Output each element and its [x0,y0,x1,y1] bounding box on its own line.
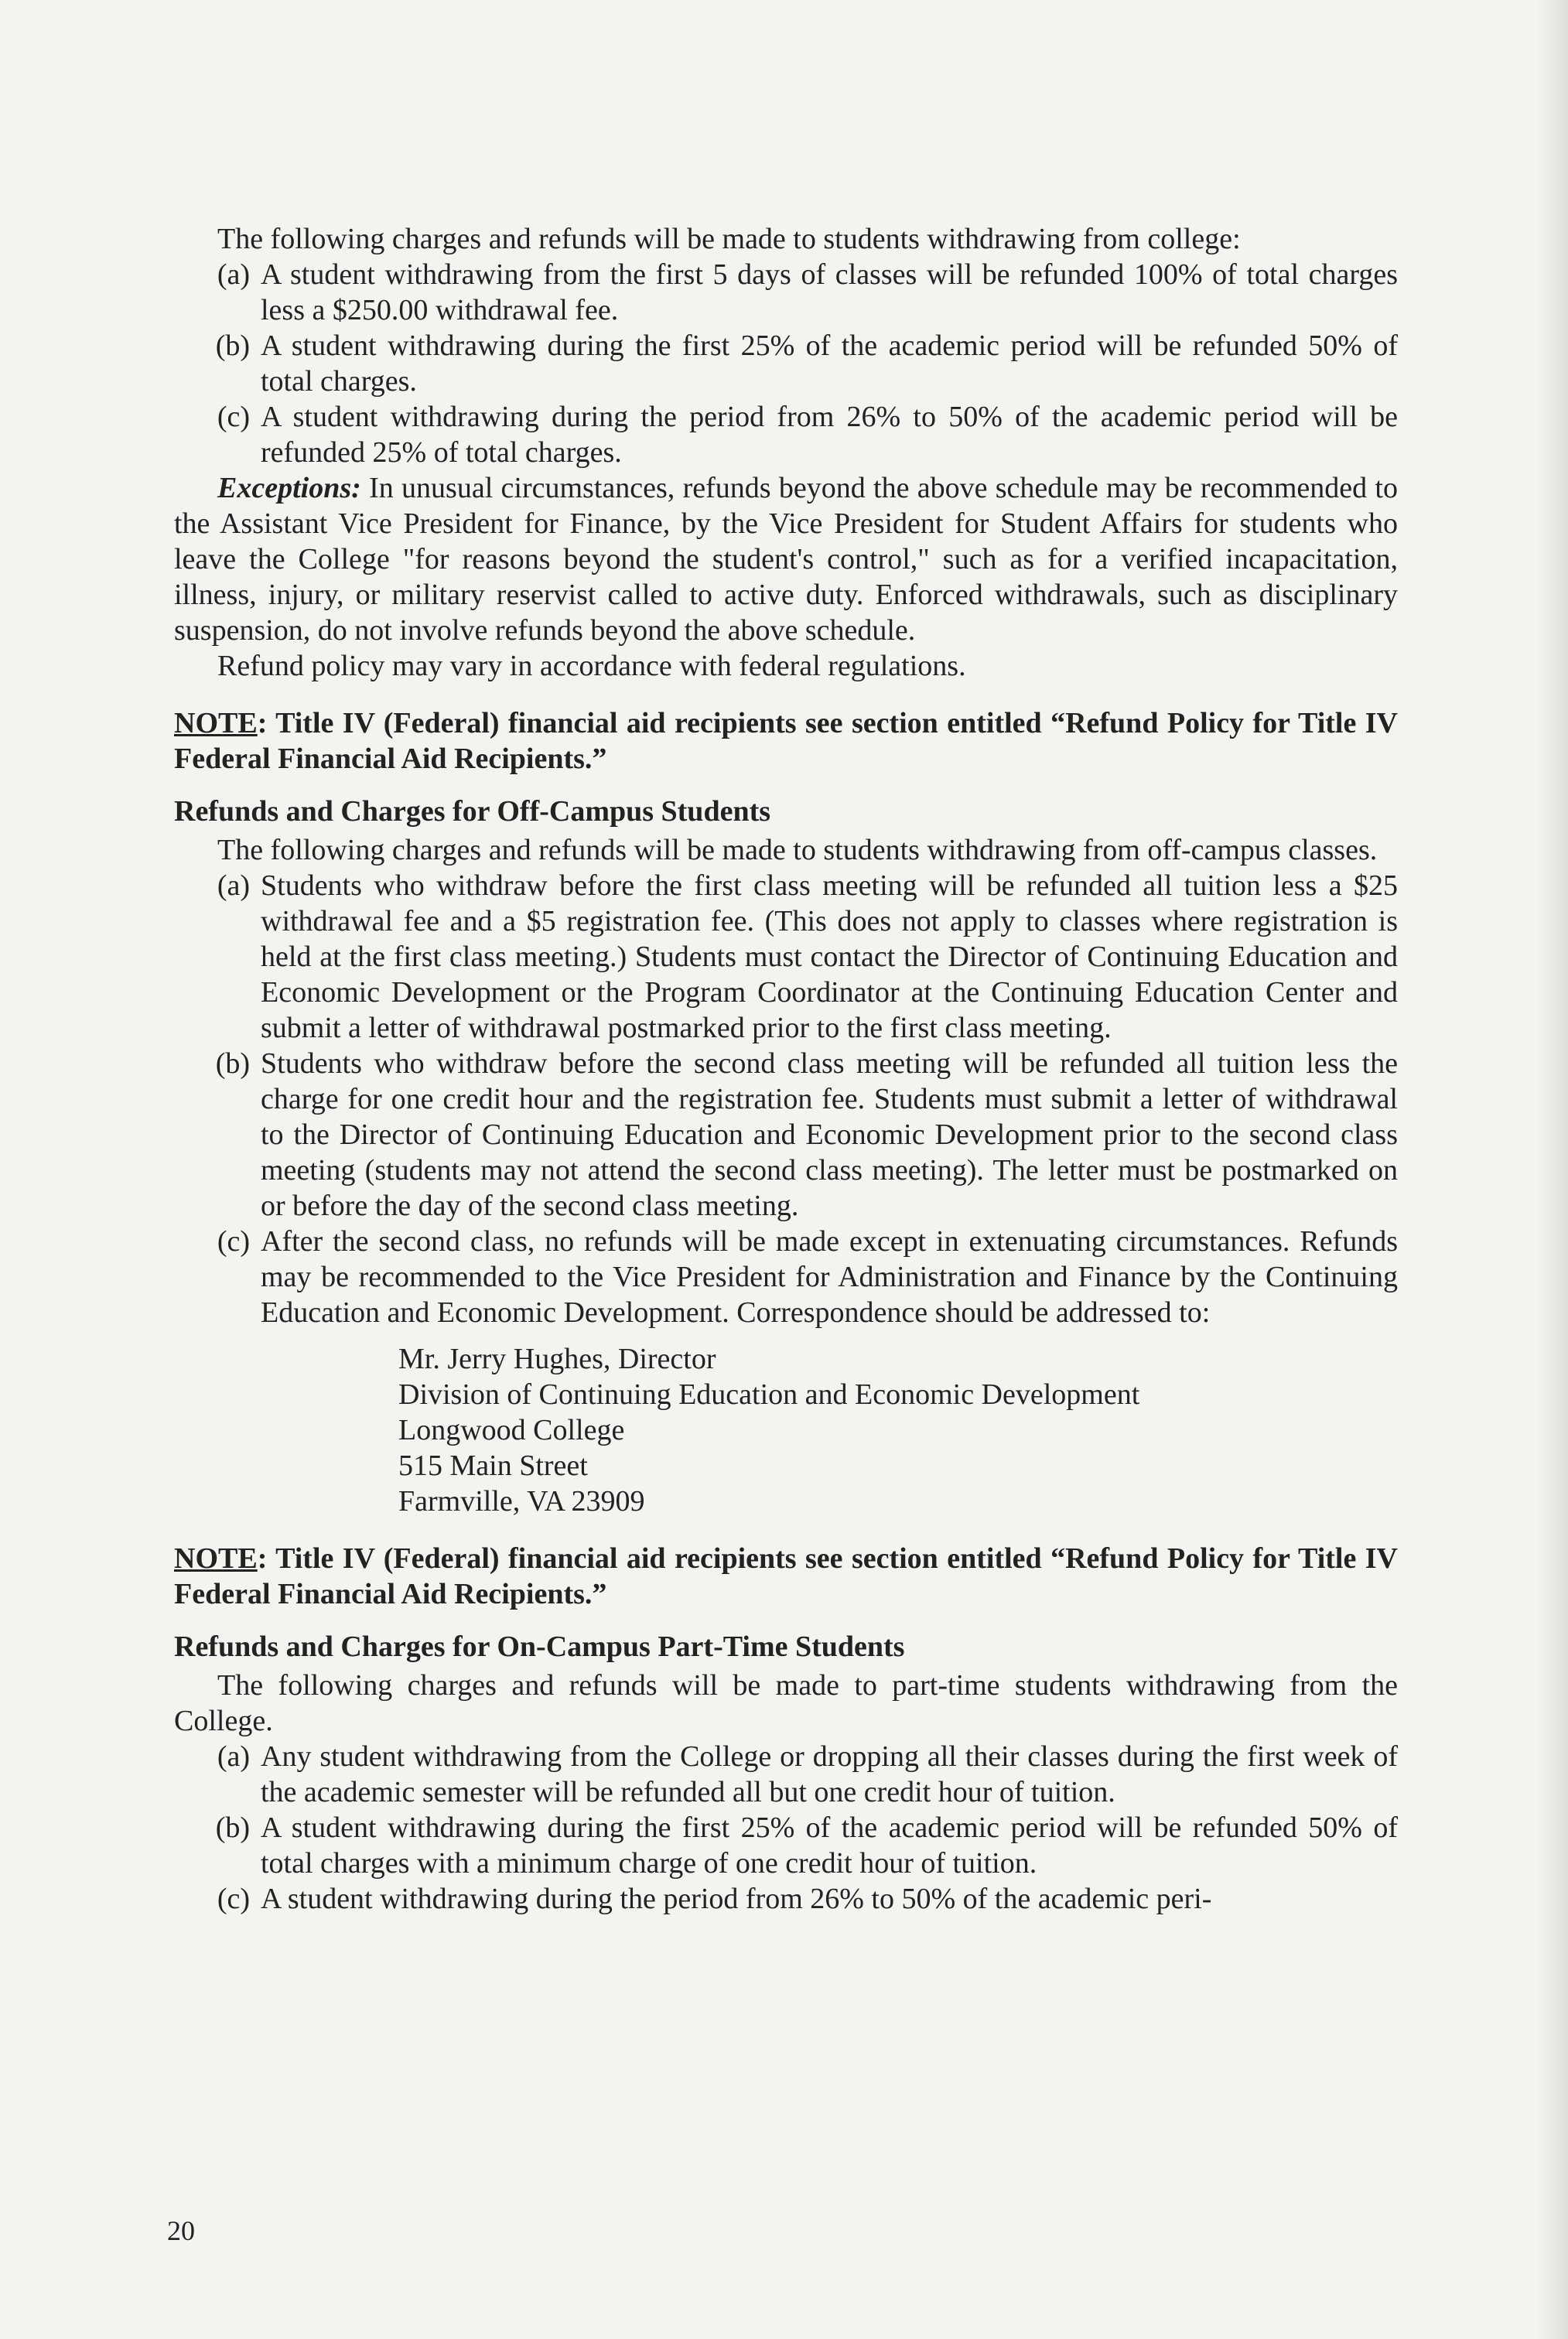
item-label: (c) [217,1883,250,1915]
address-line: 515 Main Street [398,1449,588,1482]
list-item [174,257,1398,328]
page-number: 20 [167,2215,195,2246]
address-line: Mr. Jerry Hughes, Director [398,1343,716,1375]
offcampus-heading: Refunds and Charges for Off-Campus Students [174,795,771,828]
list-item [174,1810,1398,1881]
exceptions-text: In unusual circumstances, refunds beyond the above schedule may be recommended to the Assistant Vice President for Finance, by the Vice President for Student Affairs for students who leave the College "for reasons beyond the student's control," such as for a verified incapacitation, illness, injury, or military reservist called to active duty. Enforced withdrawals, such as disciplinary suspension, do not involve refunds beyond the above schedule. [174,472,1398,647]
address-line: Farmville, VA 23909 [398,1485,645,1518]
item-text: Students who withdraw before the first class meeting will be refunded all tuition less a $25 withdrawal fee and a $5 registration fee. (This does not apply to classes where registration is held at the first class meeting.) Students must contact the Director of Continuing Education and Economic Development or the Program Coordinator at the Continuing Education Center and submit a letter of withdrawal postmarked prior to the first class meeting. [261,869,1398,1044]
item-label: (b) [215,330,250,362]
document-page [174,221,1398,1917]
list-item [174,328,1398,399]
intro-paragraph: The following charges and refunds will be made to students withdrawing from college: [217,223,1241,255]
exceptions-paragraph [174,470,1398,648]
list-item [174,1046,1398,1224]
item-text: A student withdrawing during the first 25% of the academic period will be refunded 50% of total charges. [261,330,1398,398]
note-paragraph [174,1541,1398,1612]
note-text: : Title IV (Federal) financial aid recipients see section entitled “Refund Policy for Title IV Federal Financial Aid Recipients.” [174,707,1398,775]
exceptions-label: Exceptions: [217,472,361,504]
mailing-address [398,1341,1398,1519]
oncampus-list [174,1739,1398,1917]
address-line: Division of Continuing Education and Economic Development [398,1378,1140,1411]
item-label: (a) [217,1740,250,1773]
note-paragraph [174,705,1398,777]
item-text: A student withdrawing during the period from 26% to 50% of the academic peri- [261,1883,1212,1915]
note-text: : Title IV (Federal) financial aid recipients see section entitled “Refund Policy for Title IV Federal Financial Aid Recipients.” [174,1542,1398,1610]
item-text: A student withdrawing during the first 25% of the academic period will be refunded 50% of total charges with a minimum charge of one credit hour of tuition. [261,1811,1398,1880]
note-label: NOTE [174,1542,258,1575]
offcampus-list [174,868,1398,1330]
list-item [174,868,1398,1046]
withdrawal-list [174,257,1398,470]
item-text: A student withdrawing during the period from 26% to 50% of the academic period will be refunded 25% of total charges. [261,401,1398,469]
item-label: (a) [217,258,250,291]
list-item [174,1739,1398,1810]
item-label: (b) [215,1047,250,1080]
note-label: NOTE [174,707,258,739]
page-edge [1537,0,1568,2339]
item-label: (c) [217,1225,250,1258]
item-label: (c) [217,401,250,433]
item-text: A student withdrawing from the first 5 days of classes will be refunded 100% of total charges less a $250.00 withdrawal fee. [261,258,1398,326]
offcampus-intro: The following charges and refunds will be made to students withdrawing from off-campus classes. [217,834,1378,866]
item-text: Students who withdraw before the second class meeting will be refunded all tuition less the charge for one credit hour and the registration fee. Students must submit a letter of withdrawal to the Director of Continuing Education and Economic Development prior to the second class meeting (students may not attend the second class meeting). The letter must be postmarked on or before the day of the second class meeting. [261,1047,1398,1222]
list-item [174,1881,1398,1917]
oncampus-heading: Refunds and Charges for On-Campus Part-Time Students [174,1630,905,1663]
address-line: Longwood College [398,1414,625,1446]
item-label: (a) [217,869,250,902]
oncampus-intro: The following charges and refunds will be made to part-time students withdrawing from the College. [174,1669,1398,1737]
list-item [174,399,1398,470]
refund-policy-paragraph: Refund policy may vary in accordance with federal regulations. [217,650,966,682]
item-label: (b) [215,1811,250,1844]
item-text: Any student withdrawing from the College or dropping all their classes during the first week of the academic semester will be refunded all but one credit hour of tuition. [261,1740,1398,1808]
list-item [174,1224,1398,1330]
item-text: After the second class, no refunds will be made except in extenuating circumstances. Refunds may be recommended to the Vice President for Administration and Finance by the Continuing Education and Economic Development. Correspondence should be addressed to: [261,1225,1398,1329]
